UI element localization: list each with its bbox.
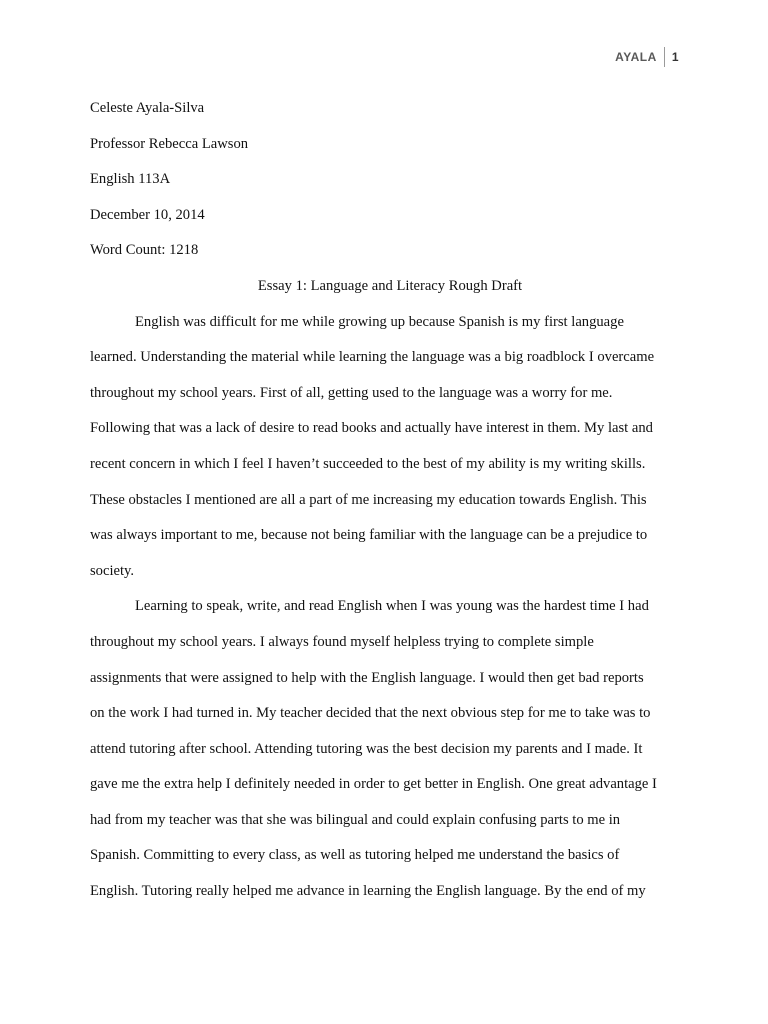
student-name: Celeste Ayala-Silva: [90, 100, 205, 116]
page-number: 1: [671, 50, 679, 64]
word-count: Word Count: 1218: [90, 242, 199, 259]
paragraph-line: society.: [90, 562, 135, 579]
essay-date: December 10, 2014: [90, 206, 205, 223]
paragraph-line: Learning to speak, write, and read English when I was young was the hardest time I had: [135, 598, 649, 615]
paragraph-1: [90, 305, 690, 590]
paragraph-line: had from my teacher was that she was bilingual and could explain confusing parts to me in: [90, 811, 621, 828]
paragraph-line: on the work I had turned in. My teacher decided that the next obvious step for me to take was to: [90, 705, 651, 722]
paragraph-line: throughout my school years. First of all, getting used to the language was a worry for me.: [90, 384, 613, 401]
paragraph-line: English. Tutoring really helped me advance in learning the English language. By the end of my: [90, 883, 646, 900]
paragraph-line: English was difficult for me while growing up because Spanish is my first language: [135, 313, 624, 330]
paragraph-line: gave me the extra help I definitely needed in order to get better in English. One great advantage I: [90, 776, 657, 793]
running-header: [615, 47, 679, 67]
paragraph-line: throughout my school years. I always found myself helpless trying to complete simple: [90, 633, 594, 650]
professor-name: Professor Rebecca Lawson: [90, 135, 249, 152]
course-name: English 113A: [90, 171, 171, 188]
paragraph-line: These obstacles I mentioned are all a part of me increasing my education towards English. This: [90, 491, 647, 508]
header-author-name: AYALA: [615, 50, 657, 64]
paragraph-line: recent concern in which I feel I haven’t succeeded to the best of my ability is my writing skills.: [90, 455, 646, 472]
paragraph-line: Spanish. Committing to every class, as well as tutoring helped me understand the basics of: [90, 847, 620, 864]
paragraph-line: attend tutoring after school. Attending tutoring was the best decision my parents and I made. It: [90, 740, 643, 757]
essay-title: Essay 1: Language and Literacy Rough Draft: [257, 277, 523, 294]
paragraph-line: assignments that were assigned to help with the English language. I would then get bad reports: [90, 669, 644, 686]
paragraph-line: was always important to me, because not being familiar with the language can be a prejudice to: [90, 527, 648, 544]
document-body: [90, 91, 690, 910]
paragraph-line: Following that was a lack of desire to read books and actually have interest in them. My last and: [90, 420, 653, 437]
paragraph-2: [90, 589, 690, 909]
paragraph-line: learned. Understanding the material while learning the language was a big roadblock I overcame: [90, 349, 655, 366]
